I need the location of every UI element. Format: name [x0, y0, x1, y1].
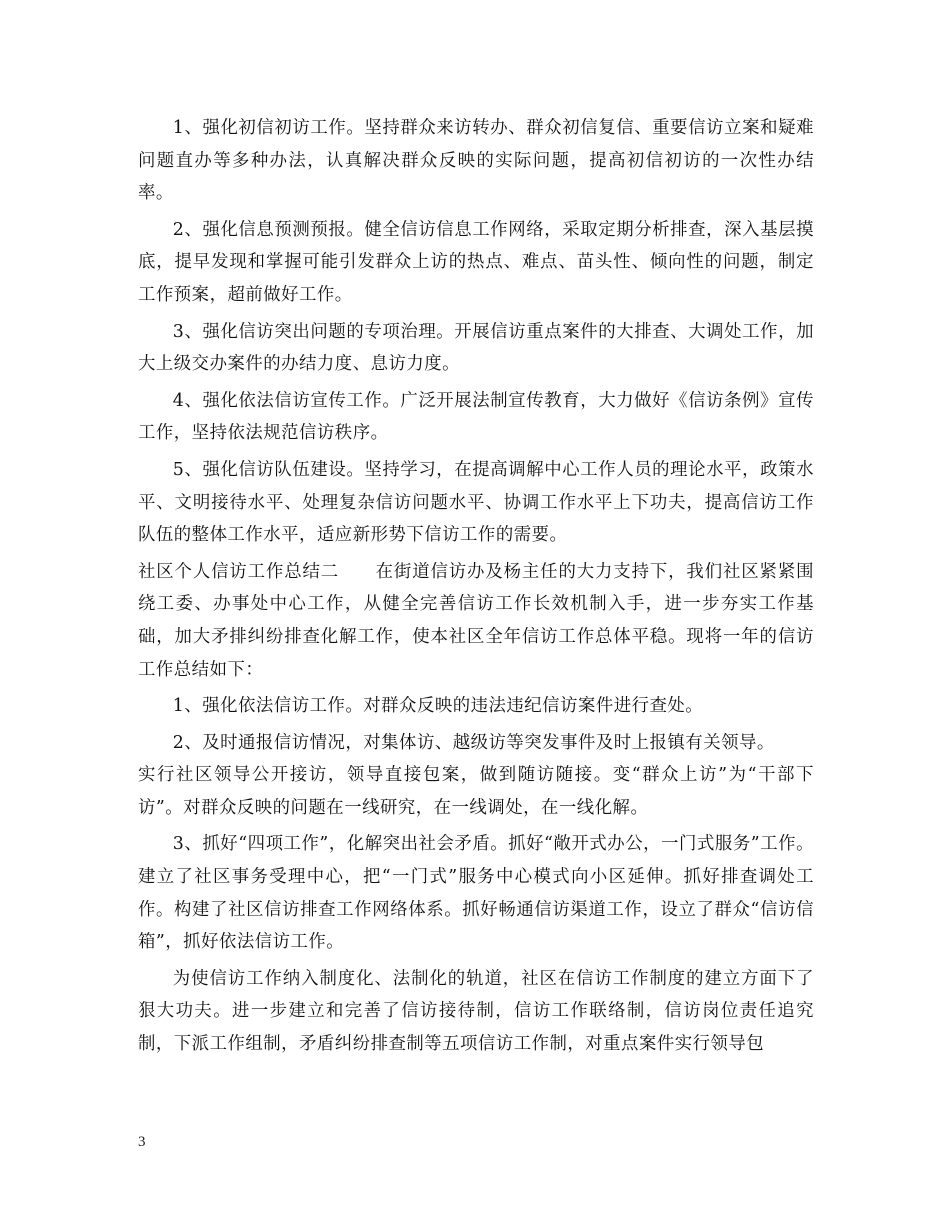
paragraph: 1、强化依法信访工作。对群众反映的违法违纪信访案件进行查处。	[172, 696, 704, 717]
paragraph: 2、强化信息预测预报。健全信访信息工作网络，采取定期分析排查，深入基层摸底，提早发现和掌握可能引发群众上访的热点、难点、苗头性、倾向性的问题，制定工作预案，超前做好工作。	[138, 219, 814, 305]
paragraph: 为使信访工作纳入制度化、法制化的轨道，社区在信访工作制度的建立方面下了狠大功夫。进一步建立和完善了信访接待制，信访工作联络制，信访岗位责任追究制，下派工作组制，矛盾纠纷排查制等五项信访工作制，对重点案件实行领导包	[138, 968, 814, 1055]
paragraph: 3、抓好“四项工作”，化解突出社会矛盾。抓好“敞开式办公，一门式服务”工作。建立了社区事务受理中心，把“一门式”服务中心模式向小区延伸。抓好排查调处工作。构建了社区信访排查工作网络体系。抓好畅通信访渠道工作，设立了群众“信访信箱”，抓好依法信访工作。	[138, 834, 814, 953]
page-number: 3	[138, 1134, 146, 1150]
paragraph: 2、及时通报信访情况，对集体访、越级访等突发事件及时上报镇有关领导。	[172, 732, 775, 753]
paragraph: 3、强化信访突出问题的专项治理。开展信访重点案件的大排查、大调处工作，加大上级交办案件的办结力度、息访力度。	[138, 321, 814, 375]
paragraph: 4、强化依法信访宣传工作。广泛开展法制宣传教育，大力做好《信访条例》宣传工作，坚持依法规范信访秩序。	[138, 390, 814, 444]
paragraph: 1、强化初信初访工作。坚持群众来访转办、群众初信复信、重要信访立案和疑难问题直办等多种办法，认真解决群众反映的实际问题，提高初信初访的一次性办结率。	[138, 118, 814, 204]
document-body	[138, 112, 814, 1065]
section-heading-paragraph: 社区个人信访工作总结二 在街道信访办及杨主任的大力支持下，我们社区紧紧围绕工委、办事处中心工作，从健全完善信访工作长效机制入手，进一步夯实工作基础，加大矛排纠纷排查化解工作，使本社区全年信访工作总体平稳。现将一年的信访工作总结如下：	[138, 561, 814, 680]
paragraph: 实行社区领导公开接访，领导直接包案，做到随访随接。变“群众上访”为“干部下访”。对群众反映的问题在一线研究，在一线调处，在一线化解。	[138, 765, 814, 818]
paragraph: 5、强化信访队伍建设。坚持学习，在提高调解中心工作人员的理论水平，政策水平、文明接待水平、处理复杂信访问题水平、协调工作水平上下功夫，提高信访工作队伍的整体工作水平，适应新形势下信访工作的需要。	[138, 459, 814, 546]
